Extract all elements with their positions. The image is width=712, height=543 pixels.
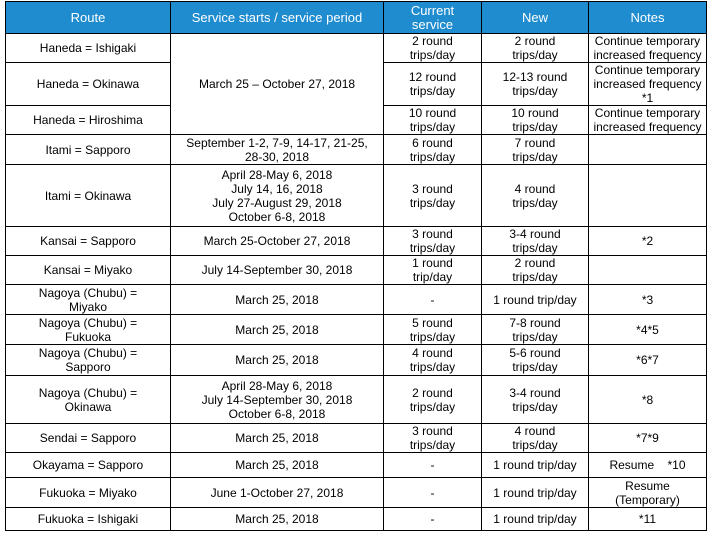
new-service-cell: 3-4 round trips/day bbox=[482, 227, 589, 256]
new-service-cell: 3-4 round trips/day bbox=[482, 376, 589, 424]
new-service-cell: 5-6 round trips/day bbox=[482, 345, 589, 376]
table-row bbox=[6, 453, 707, 478]
current-service-cell: 3 round trips/day bbox=[384, 227, 482, 256]
notes-cell: *6*7 bbox=[589, 345, 707, 376]
new-service-cell: 4 round trips/day bbox=[482, 165, 589, 227]
current-service-cell: 2 round trips/day bbox=[384, 376, 482, 424]
route-cell: Itami = Sapporo bbox=[6, 135, 171, 165]
route-cell: Haneda = Hiroshima bbox=[6, 106, 171, 135]
new-service-cell: 2 round trips/day bbox=[482, 256, 589, 285]
header-service-period: Service starts / service period bbox=[171, 2, 384, 34]
route-schedule-table bbox=[5, 1, 707, 531]
table-row bbox=[6, 315, 707, 345]
route-cell: Kansai = Sapporo bbox=[6, 227, 171, 256]
route-cell: Kansai = Miyako bbox=[6, 256, 171, 285]
current-service-cell: 12 round trips/day bbox=[384, 63, 482, 106]
table-row bbox=[6, 285, 707, 315]
route-cell: Nagoya (Chubu) = Fukuoka bbox=[6, 315, 171, 345]
new-service-cell: 2 round trips/day bbox=[482, 34, 589, 63]
period-cell: March 25 – October 27, 2018 bbox=[171, 34, 384, 135]
notes-cell bbox=[589, 135, 707, 165]
new-service-cell: 1 round trip/day bbox=[482, 508, 589, 531]
notes-cell: *3 bbox=[589, 285, 707, 315]
period-cell: March 25-October 27, 2018 bbox=[171, 227, 384, 256]
period-cell: March 25, 2018 bbox=[171, 424, 384, 453]
table-row bbox=[6, 135, 707, 165]
notes-cell: *8 bbox=[589, 376, 707, 424]
current-service-cell: 1 round trip/day bbox=[384, 256, 482, 285]
route-cell: Nagoya (Chubu) = Sapporo bbox=[6, 345, 171, 376]
route-cell: Fukuoka = Miyako bbox=[6, 478, 171, 508]
table-row bbox=[6, 508, 707, 531]
table-row bbox=[6, 165, 707, 227]
period-cell: March 25, 2018 bbox=[171, 285, 384, 315]
current-service-cell: - bbox=[384, 285, 482, 315]
table-row bbox=[6, 478, 707, 508]
current-service-cell: 6 round trips/day bbox=[384, 135, 482, 165]
new-service-cell: 1 round trip/day bbox=[482, 478, 589, 508]
route-cell: Nagoya (Chubu) = Okinawa bbox=[6, 376, 171, 424]
period-cell: March 25, 2018 bbox=[171, 315, 384, 345]
current-service-cell: - bbox=[384, 508, 482, 531]
route-cell: Haneda = Ishigaki bbox=[6, 34, 171, 63]
period-cell: March 25, 2018 bbox=[171, 345, 384, 376]
notes-cell: Continue temporary increased frequency bbox=[589, 34, 707, 63]
header-route: Route bbox=[6, 2, 171, 34]
notes-cell: Resume (Temporary) bbox=[589, 478, 707, 508]
notes-cell: Resume *10 bbox=[589, 453, 707, 478]
route-cell: Haneda = Okinawa bbox=[6, 63, 171, 106]
new-service-cell: 4 round trips/day bbox=[482, 424, 589, 453]
table-row bbox=[6, 345, 707, 376]
table-row bbox=[6, 424, 707, 453]
current-service-cell: - bbox=[384, 478, 482, 508]
notes-cell bbox=[589, 256, 707, 285]
route-cell: Nagoya (Chubu) = Miyako bbox=[6, 285, 171, 315]
notes-cell: *7*9 bbox=[589, 424, 707, 453]
route-cell: Sendai = Sapporo bbox=[6, 424, 171, 453]
period-cell: March 25, 2018 bbox=[171, 453, 384, 478]
new-service-cell: 1 round trip/day bbox=[482, 285, 589, 315]
notes-cell: *4*5 bbox=[589, 315, 707, 345]
notes-cell: Continue temporary increased frequency bbox=[589, 106, 707, 135]
notes-cell: *2 bbox=[589, 227, 707, 256]
current-service-cell: 3 round trips/day bbox=[384, 424, 482, 453]
header-current-service: Current service bbox=[384, 2, 482, 34]
table-row bbox=[6, 256, 707, 285]
period-cell: July 14-September 30, 2018 bbox=[171, 256, 384, 285]
table-row bbox=[6, 376, 707, 424]
current-service-cell: 5 round trips/day bbox=[384, 315, 482, 345]
new-service-cell: 7-8 round trips/day bbox=[482, 315, 589, 345]
header-notes: Notes bbox=[589, 2, 707, 34]
current-service-cell: 4 round trips/day bbox=[384, 345, 482, 376]
new-service-cell: 1 round trip/day bbox=[482, 453, 589, 478]
current-service-cell: 2 round trips/day bbox=[384, 34, 482, 63]
notes-cell bbox=[589, 165, 707, 227]
new-service-cell: 10 round trips/day bbox=[482, 106, 589, 135]
route-cell: Okayama = Sapporo bbox=[6, 453, 171, 478]
current-service-cell: 3 round trips/day bbox=[384, 165, 482, 227]
route-cell: Itami = Okinawa bbox=[6, 165, 171, 227]
route-cell: Fukuoka = Ishigaki bbox=[6, 508, 171, 531]
period-cell: June 1-October 27, 2018 bbox=[171, 478, 384, 508]
period-cell: April 28-May 6, 2018 July 14, 16, 2018 July 27-August 29, 2018 October 6-8, 2018 bbox=[171, 165, 384, 227]
new-service-cell: 12-13 round trips/day bbox=[482, 63, 589, 106]
table-row bbox=[6, 34, 707, 63]
header-row bbox=[6, 2, 707, 34]
table-row bbox=[6, 227, 707, 256]
notes-cell: Continue temporary increased frequency *1 bbox=[589, 63, 707, 106]
period-cell: April 28-May 6, 2018 July 14-September 30, 2018 October 6-8, 2018 bbox=[171, 376, 384, 424]
period-cell: March 25, 2018 bbox=[171, 508, 384, 531]
period-cell: September 1-2, 7-9, 14-17, 21-25, 28-30, 2018 bbox=[171, 135, 384, 165]
notes-cell: *11 bbox=[589, 508, 707, 531]
current-service-cell: 10 round trips/day bbox=[384, 106, 482, 135]
current-service-cell: - bbox=[384, 453, 482, 478]
header-new: New bbox=[482, 2, 589, 34]
new-service-cell: 7 round trips/day bbox=[482, 135, 589, 165]
